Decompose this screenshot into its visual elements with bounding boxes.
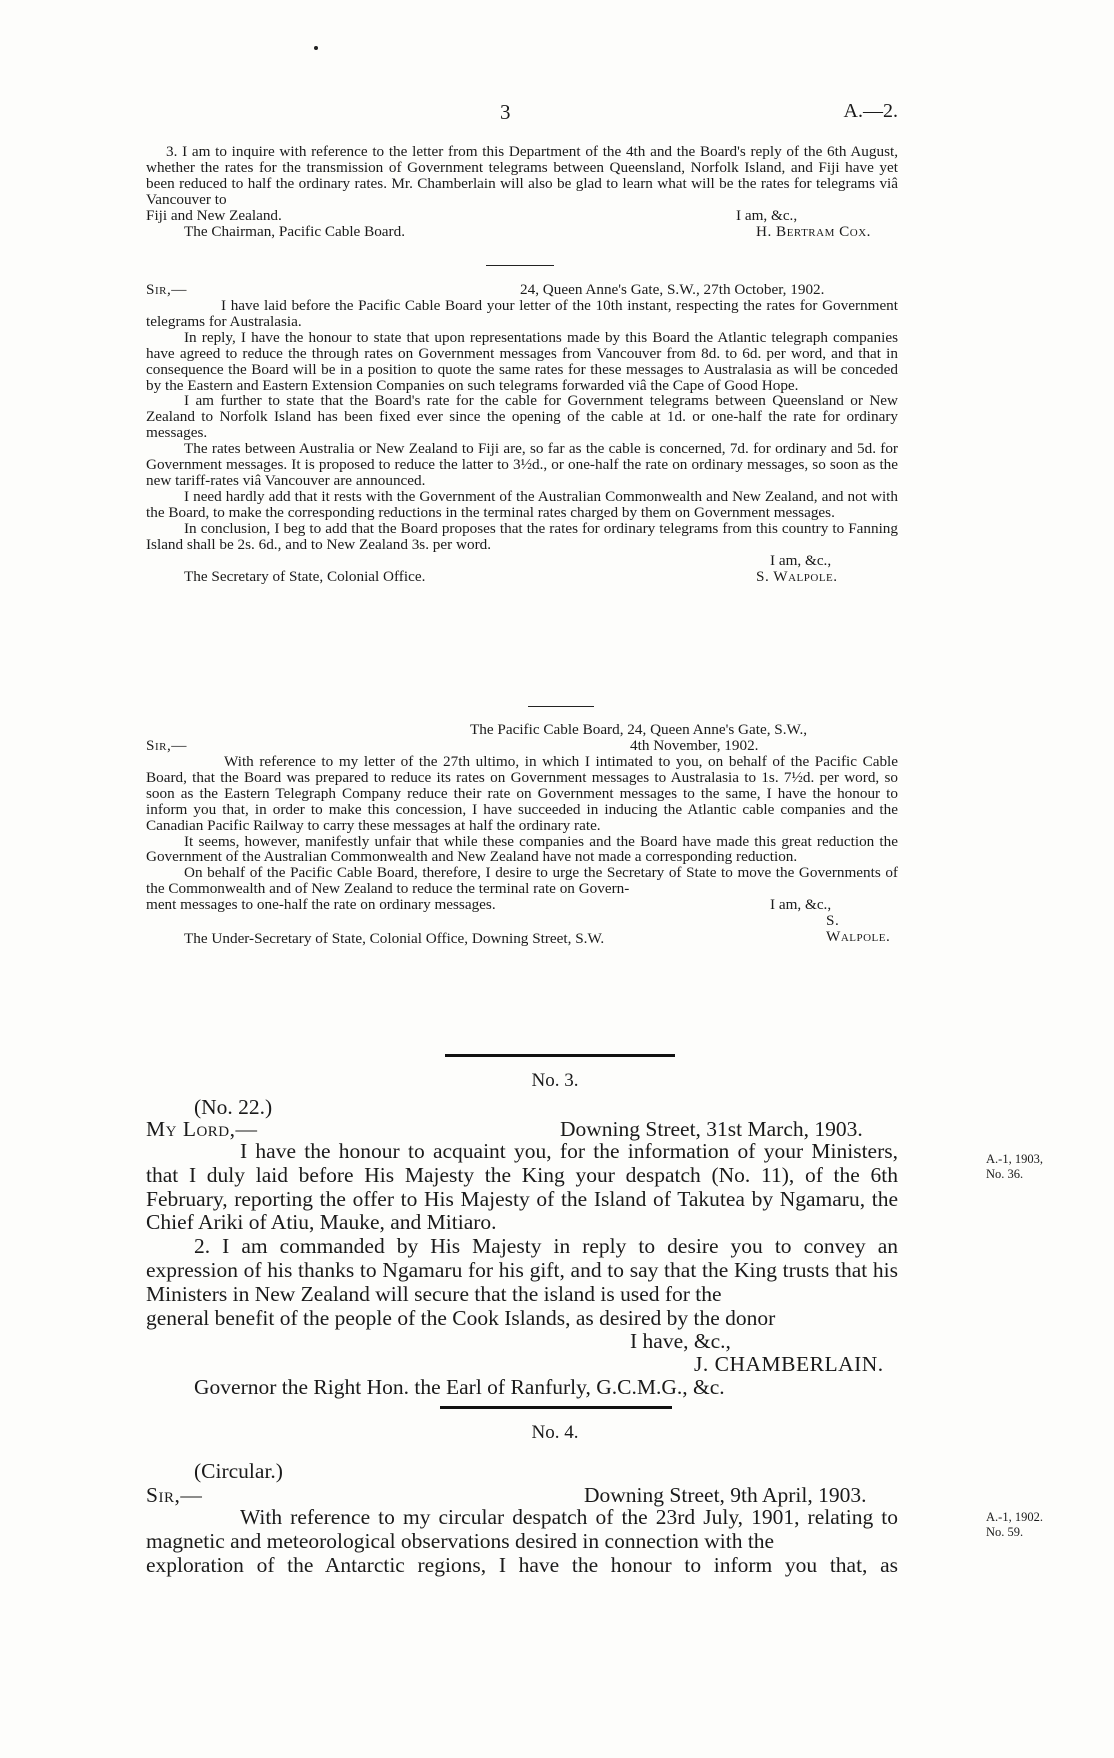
letter-2-closing: I am, &c., <box>770 551 832 569</box>
despatch-address-date: Downing Street, 9th April, 1903. <box>584 1483 867 1507</box>
despatch-signature: J. CHAMBERLAIN. <box>694 1352 884 1377</box>
page-reference: A.—2. <box>843 100 898 122</box>
letter-3 <box>146 722 898 947</box>
letter-1 <box>146 144 898 240</box>
letter-2-addressee: The Secretary of State, Colonial Office. <box>184 567 426 585</box>
letter-2-address-date: 24, Queen Anne's Gate, S.W., 27th October, 1902. <box>520 281 825 298</box>
letter-1-addressee: The Chairman, Pacific Cable Board. <box>184 222 405 240</box>
despatch-number: (Circular.) <box>194 1459 283 1483</box>
letter-1-signature: H. Bertram Cox. <box>756 222 871 240</box>
despatch-salutation: Sir,— <box>146 1483 203 1507</box>
letter-3-paragraph: With reference to my letter of the 27th ultimo, in which I intimated to you, on behalf of the Pacific Cable Board, that the Board was prepared to reduce its rates on Government messages to Australasia to 1s. 7½d. per word, so soon as the Eastern Telegraph Company reduce their rate on Government messages to the same, I have the honour to inform you that, in order to make this concession, I have succeeded in inducing the Atlantic cable companies and the Canadian Pacific Railway to carry these messages at half the ordinary rate. <box>146 753 898 834</box>
letter-3-salutation: Sir,— <box>146 737 187 754</box>
margin-reference <box>986 1510 1096 1540</box>
letter-3-paragraph: On behalf of the Pacific Cable Board, therefore, I desire to urge the Secretary of State to move the Governments of the Commonwealth and of New Zealand to reduce the terminal rate on Govern- <box>146 864 898 898</box>
letter-3-paragraph-end: ment messages to one-half the rate on ordinary messages. <box>146 896 496 914</box>
divider <box>528 706 594 707</box>
despatch-salutation: My Lord,— <box>146 1117 258 1141</box>
section-heading-no-3: No. 3. <box>531 1070 579 1091</box>
ink-speck <box>314 46 318 50</box>
letter-2-paragraph: In conclusion, I beg to add that the Board proposes that the rates for ordinary telegrams from this country to Fanning Island shall be 2s. 6d., and to New Zealand 3s. per word. <box>146 519 898 553</box>
despatch-paragraph-end: general benefit of the people of the Cook Islands, as desired by the donor <box>146 1305 776 1330</box>
letter-1-paragraph: 3. I am to inquire with reference to the letter from this Department of the 4th and the Board's reply of the 6th August, whether the rates for the transmission of Government telegrams between Queensland, Norfolk Island, and Fiji have yet been reduced to half the ordinary rates. Mr. Chamberlain will also be glad to learn what will be the rates for telegrams viâ Vancouver to <box>146 143 898 208</box>
despatch-paragraph: I have the honour to acquaint you, for the information of your Ministers, that I duly laid before His Majesty the King your despatch (No. 11), of the 6th February, reporting the offer to His Majesty of the Island of Takutea by Ngamaru, the Chief Ariki of Atiu, Mauke, and Mitiaro. <box>146 1139 898 1235</box>
letter-3-addressee: The Under-Secretary of State, Colonial Office, Downing Street, S.W. <box>184 930 605 948</box>
letter-3-paragraph: It seems, however, manifestly unfair that while these companies and the Board have made this great reduction the Government of the Australian Commonwealth and New Zealand have not made a corresponding reduction. <box>146 832 898 866</box>
page-number: 3 <box>500 100 511 124</box>
margin-reference-line: No. 59. <box>986 1525 1024 1539</box>
letter-2-paragraph: In reply, I have the honour to state that upon representations made by this Board the Atlantic telegraph companies have agreed to reduce the through rates on Government messages from Vancouver from 8d. to 6d. per word, and that in consequence the Board will be in a position to quote the same rates for these messages to Australasia as will be conceded by the Eastern and Eastern Extension Companies on such telegrams forwarded viâ the Cape of Good Hope. <box>146 328 898 394</box>
letter-3-signature: S. Walpole. <box>826 912 891 946</box>
letter-2-paragraph: The rates between Australia or New Zealand to Fiji are, so far as the cable is concerned, 7d. for ordinary and 5d. for Government messages. It is proposed to reduce the latter to 3½d., or one-half the rate on ordinary messages, so soon as the new tariff-rates viâ Vancouver are announced. <box>146 440 898 489</box>
despatch-paragraph: With reference to my circular despatch of the 23rd July, 1901, relating to magnetic and meteorological observations desired in connection with the <box>146 1505 898 1553</box>
letter-3-address: The Pacific Cable Board, 24, Queen Anne's Gate, S.W., <box>470 721 808 738</box>
despatch-paragraph-end: exploration of the Antarctic regions, I have the honour to inform you that, as <box>146 1552 898 1577</box>
section-heading-no-4: No. 4. <box>531 1422 579 1443</box>
despatch-no-4 <box>146 1460 898 1577</box>
letter-2-paragraph: I need hardly add that it rests with the Government of the Australian Commonwealth and New Zealand, and not with the Board, to make the corresponding reductions in the terminal rates charged by them on Government messages. <box>146 487 898 521</box>
letter-3-date: 4th November, 1902. <box>630 737 759 754</box>
letter-2-salutation: Sir,— <box>146 281 187 298</box>
divider <box>486 265 554 266</box>
letter-1-closing: I am, &c., <box>736 206 798 224</box>
margin-reference-line: A.-1, 1902. <box>986 1510 1043 1524</box>
letter-2-body <box>146 298 898 553</box>
letter-3-body <box>146 754 898 897</box>
letter-2-paragraph: I have laid before the Pacific Cable Board your letter of the 10th instant, respecting the rates for Government telegrams for Australasia. <box>146 297 898 330</box>
section-divider <box>440 1406 672 1409</box>
letter-2 <box>146 282 898 585</box>
despatch-no-3 <box>146 1096 898 1399</box>
despatch-address-date: Downing Street, 31st March, 1903. <box>560 1117 863 1141</box>
margin-reference-line: A.-1, 1903, <box>986 1152 1043 1166</box>
despatch-addressee: Governor the Right Hon. the Earl of Ranfurly, G.C.M.G., &c. <box>194 1375 725 1400</box>
margin-reference <box>986 1152 1096 1182</box>
despatch-closing: I have, &c., <box>630 1329 731 1354</box>
despatch-number: (No. 22.) <box>194 1095 273 1119</box>
letter-2-signature: S. Walpole. <box>756 567 838 585</box>
section-divider <box>445 1054 675 1057</box>
letter-3-closing: I am, &c., <box>770 896 832 914</box>
margin-reference-line: No. 36. <box>986 1167 1024 1181</box>
letter-2-paragraph: I am further to state that the Board's rate for the cable for Government telegrams between Queensland or New Zealand to Norfolk Island has been fixed ever since the opening of the cable at 1d. or one-half the rate for ordinary messages. <box>146 392 898 442</box>
despatch-paragraph: 2. I am commanded by His Majesty in reply to desire you to convey an expression of his thanks to Ngamaru for his gift, and to say that the King trusts that his Ministers in New Zealand will secure that the island is used for the <box>146 1234 898 1306</box>
letter-1-paragraph-end: Fiji and New Zealand. <box>146 206 282 224</box>
